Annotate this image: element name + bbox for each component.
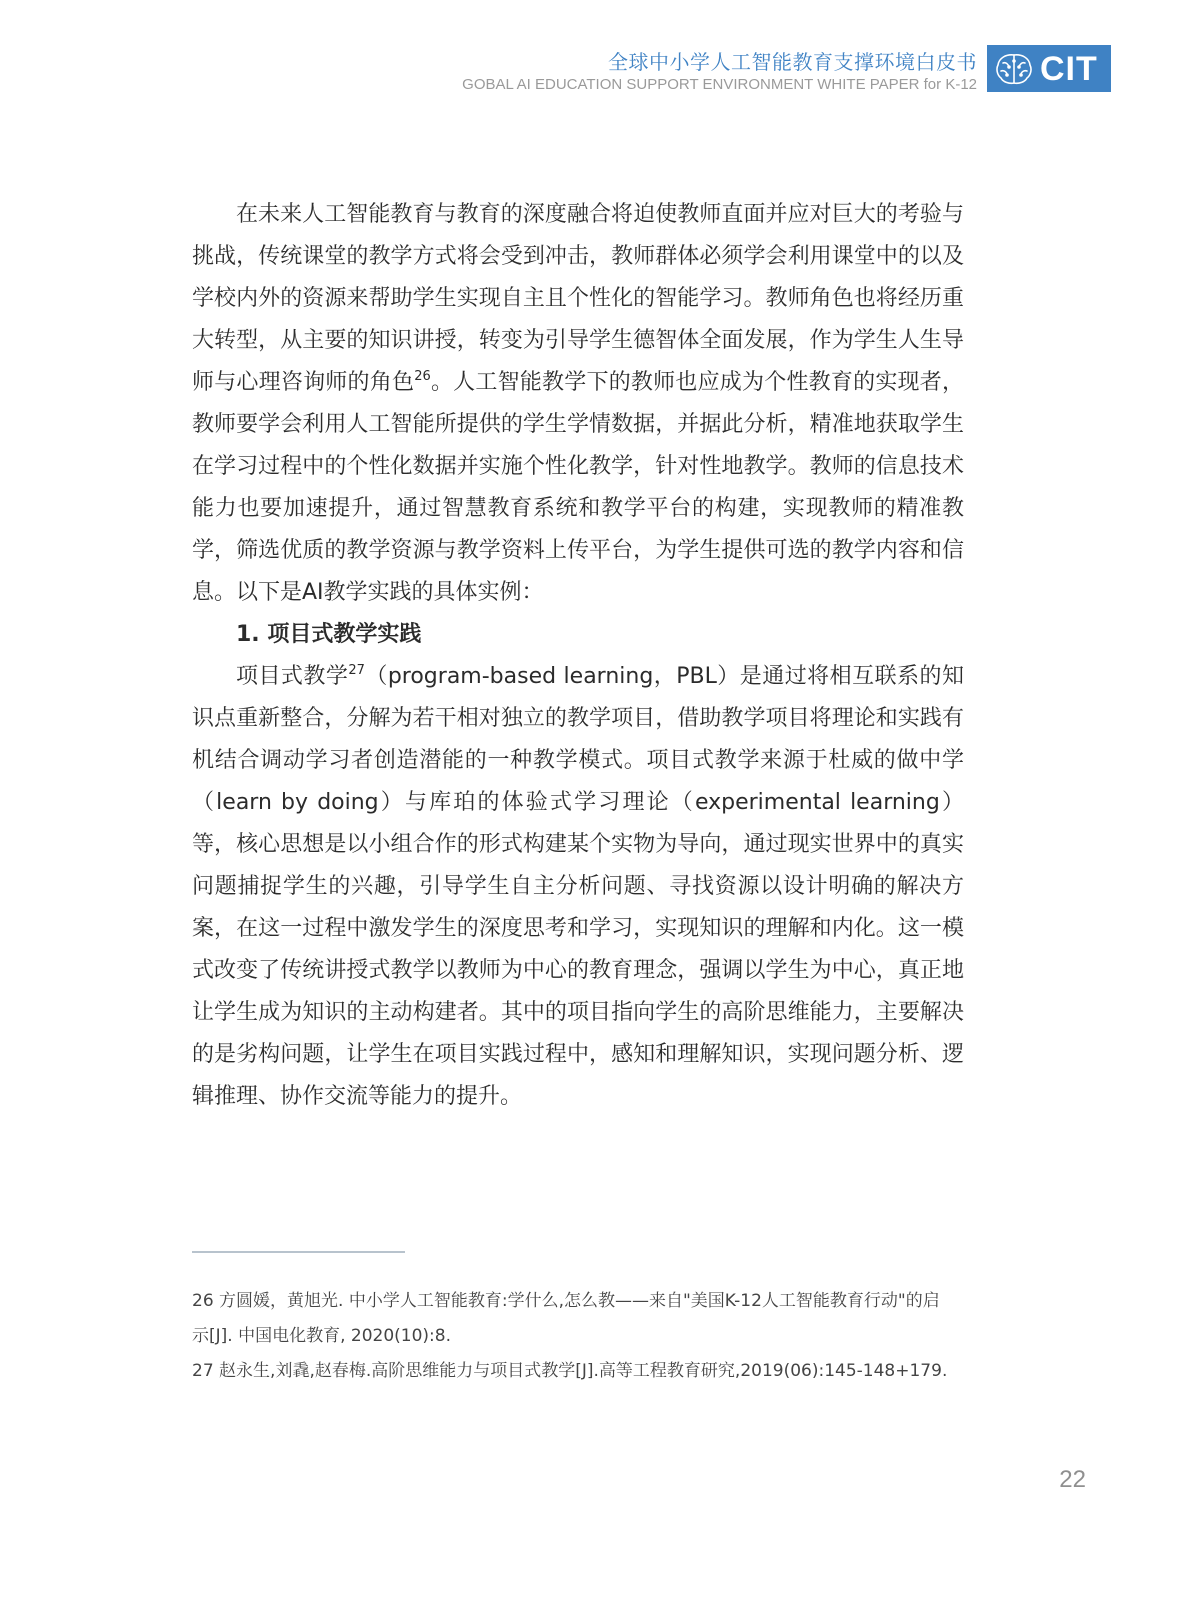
paragraph-text: 在未来人工智能教育与教育的深度融合将迫使教师直面并应对巨大的考验与挑战，传统课堂的教学方式将会受到冲击，教师群体必须学会利用课堂中的以及学校内外的资源来帮助学生实现自主且个性化的智能学习。教师角色也将经历重大转型，从主要的知识讲授，转变为引导学生德智体全面发展，作为学生人生导师与心理咨询师的角色: [192, 202, 964, 395]
brain-icon: [994, 52, 1034, 86]
body-text: [192, 194, 964, 1118]
footnote: 27 赵永生,刘毳,赵春梅.高阶思维能力与项目式教学[J].高等工程教育研究,2019(06):145-148+179.: [192, 1361, 948, 1381]
header-title: 全球中小学人工智能教育支撑环境白皮书: [608, 50, 977, 74]
logo-text: CIT: [1040, 49, 1098, 88]
paragraph: [192, 656, 964, 1118]
footnote: 26 方圆媛，黄旭光. 中小学人工智能教育:学什么,怎么教——来自"美国K-12人工智能教育行动"的启示[J]. 中国电化教育, 2020(10):8.: [192, 1291, 940, 1346]
footnotes: [192, 1284, 952, 1389]
footnote-ref: 27: [348, 663, 365, 678]
footnote-ref: 26: [414, 369, 431, 384]
section-heading: 1. 项目式教学实践: [236, 622, 422, 647]
footnote-divider: [192, 1251, 405, 1253]
page-number: 22: [1059, 1466, 1086, 1493]
paragraph-text: （program-based learning，PBL）是通过将相互联系的知识点重新整合，分解为若干相对独立的教学项目，借助教学项目将理论和实践有机结合调动学习者创造潜能的一种教学模式。项目式教学来源于杜威的做中学（learn by doing）与库珀的体验式学习理论（experimental learning）等，核心思想是以小组合作的形式构建某个实物为导向，通过现实世界中的真实问题捕捉学生的兴趣，引导学生自主分析问题、寻找资源以设计明确的解决方案，在这一过程中激发学生的深度思考和学习，实现知识的理解和内化。这一模式改变了传统讲授式教学以教师为中心的教育理念，强调以学生为中心，真正地让学生成为知识的主动构建者。其中的项目指向学生的高阶思维能力，主要解决的是劣构问题，让学生在项目实践过程中，感知和理解知识，实现问题分析、逻辑推理、协作交流等能力的提升。: [192, 664, 964, 1109]
cit-logo: [987, 45, 1111, 92]
header-subtitle: GOBAL AI EDUCATION SUPPORT ENVIRONMENT WHITE PAPER for K-12: [462, 76, 977, 93]
paragraph-text: 项目式教学: [236, 664, 349, 689]
paragraph: [192, 194, 964, 614]
paragraph-text: 。人工智能教学下的教师也应成为个性教育的实现者，教师要学会利用人工智能所提供的学生学情数据，并据此分析，精准地获取学生在学习过程中的个性化数据并实施个性化教学，针对性地教学。教师的信息技术能力也要加速提升，通过智慧教育系统和教学平台的构建，实现教师的精准教学，筛选优质的教学资源与教学资料上传平台，为学生提供可选的教学内容和信息。以下是AI教学实践的具体实例：: [192, 370, 964, 605]
